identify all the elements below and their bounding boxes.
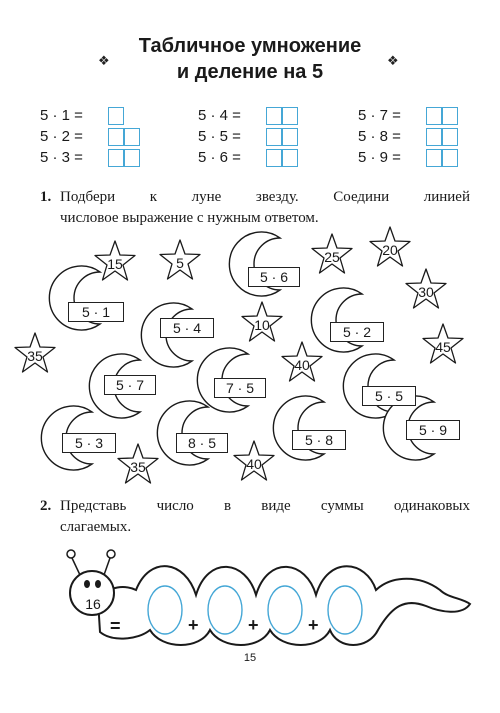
moon-expression: 5 · 4	[160, 318, 214, 338]
equals-sign: =	[110, 616, 121, 636]
plus-sign: +	[248, 615, 259, 635]
star-value: 15	[107, 256, 123, 272]
equation-5x6: 5 · 6 =	[198, 148, 241, 168]
caterpillar-number: 16	[85, 596, 101, 612]
equation-5x1: 5 · 1 =	[40, 106, 83, 126]
equation-5x7: 5 · 7 =	[358, 106, 401, 126]
page-title-line2: и деление на 5	[176, 61, 324, 83]
moon-expression: 5 · 3	[62, 433, 116, 453]
equation-5x8: 5 · 8 =	[358, 127, 401, 147]
moon-expression: 5 · 8	[292, 430, 346, 450]
task2-instruction-line2: слагаемых.	[60, 519, 132, 535]
page-number: 15	[243, 652, 257, 664]
equation-5x3: 5 · 3 =	[40, 148, 83, 168]
moon-expression: 5 · 1	[68, 302, 124, 322]
star-value: 35	[27, 348, 43, 364]
plus-sign: +	[308, 615, 319, 635]
star-value: 5	[176, 255, 184, 271]
star-value: 40	[246, 456, 262, 472]
moon-expression: 5 · 7	[104, 375, 156, 395]
star-value: 20	[382, 242, 398, 258]
equation-5x2: 5 · 2 =	[40, 127, 83, 147]
task1-number: 1.	[40, 189, 52, 205]
moon-expression: 8 · 5	[176, 433, 228, 453]
moon-expression: 5 · 5	[362, 386, 416, 406]
star-value: 35	[130, 459, 146, 475]
moon-expression: 5 · 6	[248, 267, 300, 287]
plus-sign: +	[188, 615, 199, 635]
task2-number: 2.	[40, 498, 52, 514]
equation-5x5: 5 · 5 =	[198, 127, 241, 147]
equation-5x4: 5 · 4 =	[198, 106, 241, 126]
task2-instruction-line1: Представь число в виде суммы одинаковых	[60, 498, 470, 514]
moon-icon	[311, 288, 362, 352]
star-value: 40	[294, 357, 310, 373]
star-value: 45	[435, 339, 451, 355]
diamond-ornament-icon: ❖	[98, 53, 110, 68]
page-title-line1: Табличное умножение	[138, 35, 362, 57]
caterpillar-drawing	[67, 550, 470, 645]
equation-5x9: 5 · 9 =	[358, 148, 401, 168]
star-value: 10	[254, 317, 270, 333]
moon-icon	[273, 396, 324, 460]
moon-expression: 7 · 5	[214, 378, 266, 398]
star-value: 30	[418, 284, 434, 300]
moon-expression: 5 · 9	[406, 420, 460, 440]
star-value: 25	[324, 249, 340, 265]
diamond-ornament-icon: ❖	[387, 53, 399, 68]
task1-instruction-line1: Подбери к луне звезду. Соедини линией	[60, 189, 470, 205]
task1-instruction-line2: числовое выражение с нужным ответом.	[60, 210, 319, 226]
moon-expression: 5 · 2	[330, 322, 384, 342]
